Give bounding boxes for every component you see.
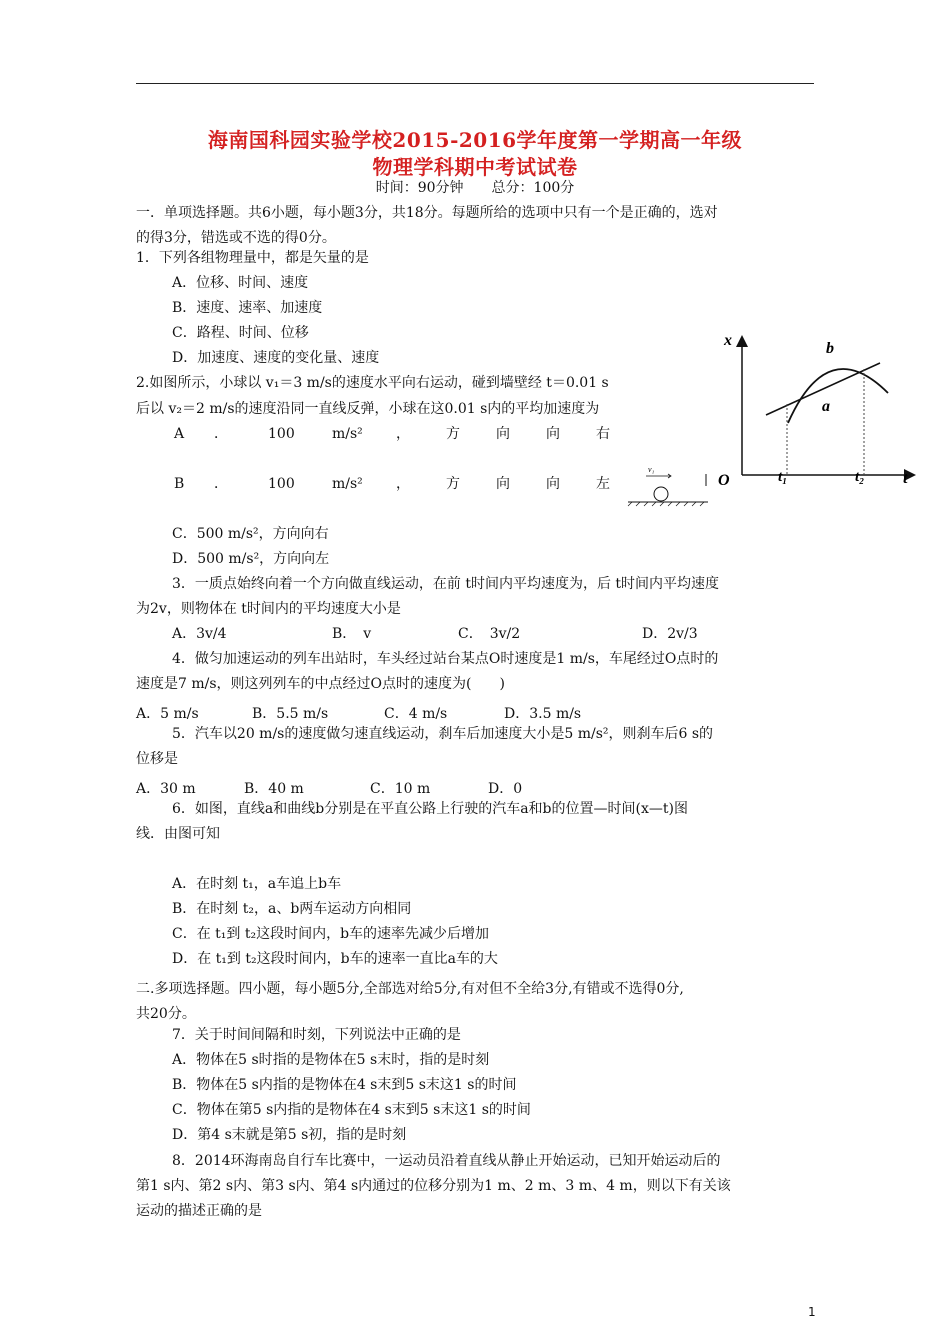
- q2-a-value: 100: [268, 426, 295, 442]
- q4-stem-line1: 4．做匀加速运动的列车出站时，车头经过站台某点O时速度是1 m/s，车尾经过O点时的: [172, 651, 719, 667]
- label-line-a: a: [822, 398, 830, 415]
- q2-a-w2: 向: [496, 426, 510, 442]
- q6-option-d: D．在 t₁到 t₂这段时间内，b车的速率一直比a车的大: [172, 951, 498, 967]
- floor-hatching: [628, 502, 704, 506]
- q6-stem-line2: 线．由图可知: [136, 826, 220, 842]
- section1-heading-line1: 一．单项选择题。共6小题，每小题3分，共18分。每题所给的选项中只有一个是正确的，选对: [136, 205, 718, 221]
- q1-option-a: A．位移、时间、速度: [172, 275, 309, 291]
- q2-stem-line2: 后以 v₂＝2 m/s的速度沿同一直线反弹，小球在这0.01 s内的平均加速度为: [136, 401, 600, 417]
- q4-option-b: B．5.5 m/s: [252, 706, 329, 722]
- q6-option-b: B．在时刻 t₂，a、b两车运动方向相同: [172, 901, 412, 917]
- q8-stem-line2: 第1 s内、第2 s内、第3 s内、第4 s内通过的位移分别为1 m、2 m、3 m、4 m，则以下有关该: [136, 1178, 731, 1194]
- q2-a-comma: ，: [396, 426, 410, 442]
- q2-a-w4: 右: [596, 426, 610, 442]
- q1-option-c: C．路程、时间、位移: [172, 325, 309, 341]
- q3-option-c: C． 3v/2: [458, 626, 521, 642]
- xt-graph-figure: [710, 323, 920, 493]
- q8-stem-line1: 8．2014环海南岛自行车比赛中，一运动员沿着直线从静止开始运动，已知开始运动后的: [172, 1153, 721, 1169]
- q2-b-value: 100: [268, 476, 295, 492]
- q6-option-c: C．在 t₁到 t₂这段时间内，b车的速率先减少后增加: [172, 926, 490, 942]
- q7-stem: 7．关于时间间隔和时刻，下列说法中正确的是: [172, 1027, 461, 1043]
- q5-option-a: A．30 m: [136, 781, 196, 797]
- q5-stem-line1: 5．汽车以20 m/s的速度做匀速直线运动，刹车后加速度大小是5 m/s²，则刹车后6 s的: [172, 726, 714, 742]
- q7-option-c: C．物体在第5 s内指的是物体在4 s末到5 s末这1 s的时间: [172, 1102, 531, 1118]
- q2-b-unit: m/s²: [332, 476, 363, 492]
- q4-stem-line2: 速度是7 m/s，则这列列车的中点经过O点时的速度为( ): [136, 676, 505, 692]
- label-t-axis: t: [903, 470, 908, 487]
- header-rule: [136, 83, 814, 84]
- q3-stem-line2: 为2v，则物体在 t时间内的平均速度大小是: [136, 601, 401, 617]
- label-origin: O: [718, 472, 730, 489]
- q2-stem-line1: 2.如图所示，小球以 v₁＝3 m/s的速度水平向右运动，碰到墙壁经 t＝0.01 s: [136, 375, 609, 391]
- q2-a-w3: 向: [546, 426, 560, 442]
- curve-b: [788, 369, 888, 423]
- ball-wall-figure: [620, 456, 715, 508]
- q2-a-unit: m/s²: [332, 426, 363, 442]
- q3-option-b: B． v: [332, 626, 372, 642]
- q1-stem: 1．下列各组物理量中，都是矢量的是: [136, 250, 369, 266]
- q1-option-d: D．加速度、速度的变化量、速度: [172, 350, 380, 366]
- q8-stem-line3: 运动的描述正确的是: [136, 1203, 262, 1219]
- q7-option-d: D．第4 s末就是第5 s初，指的是时刻: [172, 1127, 407, 1143]
- q3-option-a: A．3v/4: [172, 626, 227, 642]
- label-x-axis: x: [724, 332, 732, 349]
- exam-title-line1: 海南国科园实验学校2015-2016学年度第一学期高一年级: [207, 128, 743, 152]
- exam-time-score: 时间：90分钟 总分：100分: [375, 180, 575, 196]
- q2-b-dot: ．: [214, 476, 228, 492]
- label-t2: t₂: [855, 469, 865, 485]
- q2-a-w1: 方: [446, 426, 460, 442]
- q2-option-c: C．500 m/s²，方向向右: [172, 526, 329, 542]
- q2-b-comma: ，: [396, 476, 410, 492]
- label-v1: v₁: [648, 465, 655, 474]
- q4-option-d: D．3.5 m/s: [504, 706, 582, 722]
- q4-option-a: A．5 m/s: [136, 706, 199, 722]
- q2-b-letter: B: [174, 476, 185, 492]
- q2-b-w3: 向: [546, 476, 560, 492]
- q3-stem-line1: 3．一质点始终向着一个方向做直线运动，在前 t时间内平均速度为，后 t时间内平均速度: [172, 576, 720, 592]
- q5-option-d: D．0: [488, 781, 523, 797]
- q6-stem-line1: 6．如图，直线a和曲线b分别是在平直公路上行驶的汽车a和b的位置—时间(x—t)图: [172, 801, 688, 817]
- q6-option-a: A．在时刻 t₁，a车追上b车: [172, 876, 342, 892]
- page-number: 1: [808, 1305, 816, 1319]
- q3-option-d: D．2v/3: [642, 626, 698, 642]
- q2-a-letter: A: [174, 426, 185, 442]
- q2-b-w1: 方: [446, 476, 460, 492]
- label-curve-b: b: [826, 340, 834, 357]
- q1-option-b: B．速度、速率、加速度: [172, 300, 323, 316]
- q2-option-d: D．500 m/s²，方向向左: [172, 551, 330, 567]
- q4-option-c: C．4 m/s: [384, 706, 448, 722]
- q7-option-a: A．物体在5 s时指的是物体在5 s末时，指的是时刻: [172, 1052, 490, 1068]
- section2-heading-line2: 共20分。: [136, 1006, 196, 1022]
- q7-option-b: B．物体在5 s内指的是物体在4 s末到5 s末这1 s的时间: [172, 1077, 517, 1093]
- q2-a-dot: ．: [214, 426, 228, 442]
- q5-stem-line2: 位移是: [136, 751, 178, 767]
- exam-title-line2: 物理学科期中考试试卷: [372, 155, 578, 179]
- section2-heading-line1: 二.多项选择题。四小题，每小题5分,全部选对给5分,有对但不全给3分,有错或不选得0分,: [136, 981, 684, 997]
- section1-heading-line2: 的得3分，错选或不选的得0分。: [136, 230, 336, 246]
- q2-b-w2: 向: [496, 476, 510, 492]
- q5-option-c: C．10 m: [370, 781, 431, 797]
- q5-option-b: B．40 m: [244, 781, 304, 797]
- ball: [654, 487, 668, 501]
- q2-b-w4: 左: [596, 476, 610, 492]
- label-t1: t₁: [778, 469, 788, 485]
